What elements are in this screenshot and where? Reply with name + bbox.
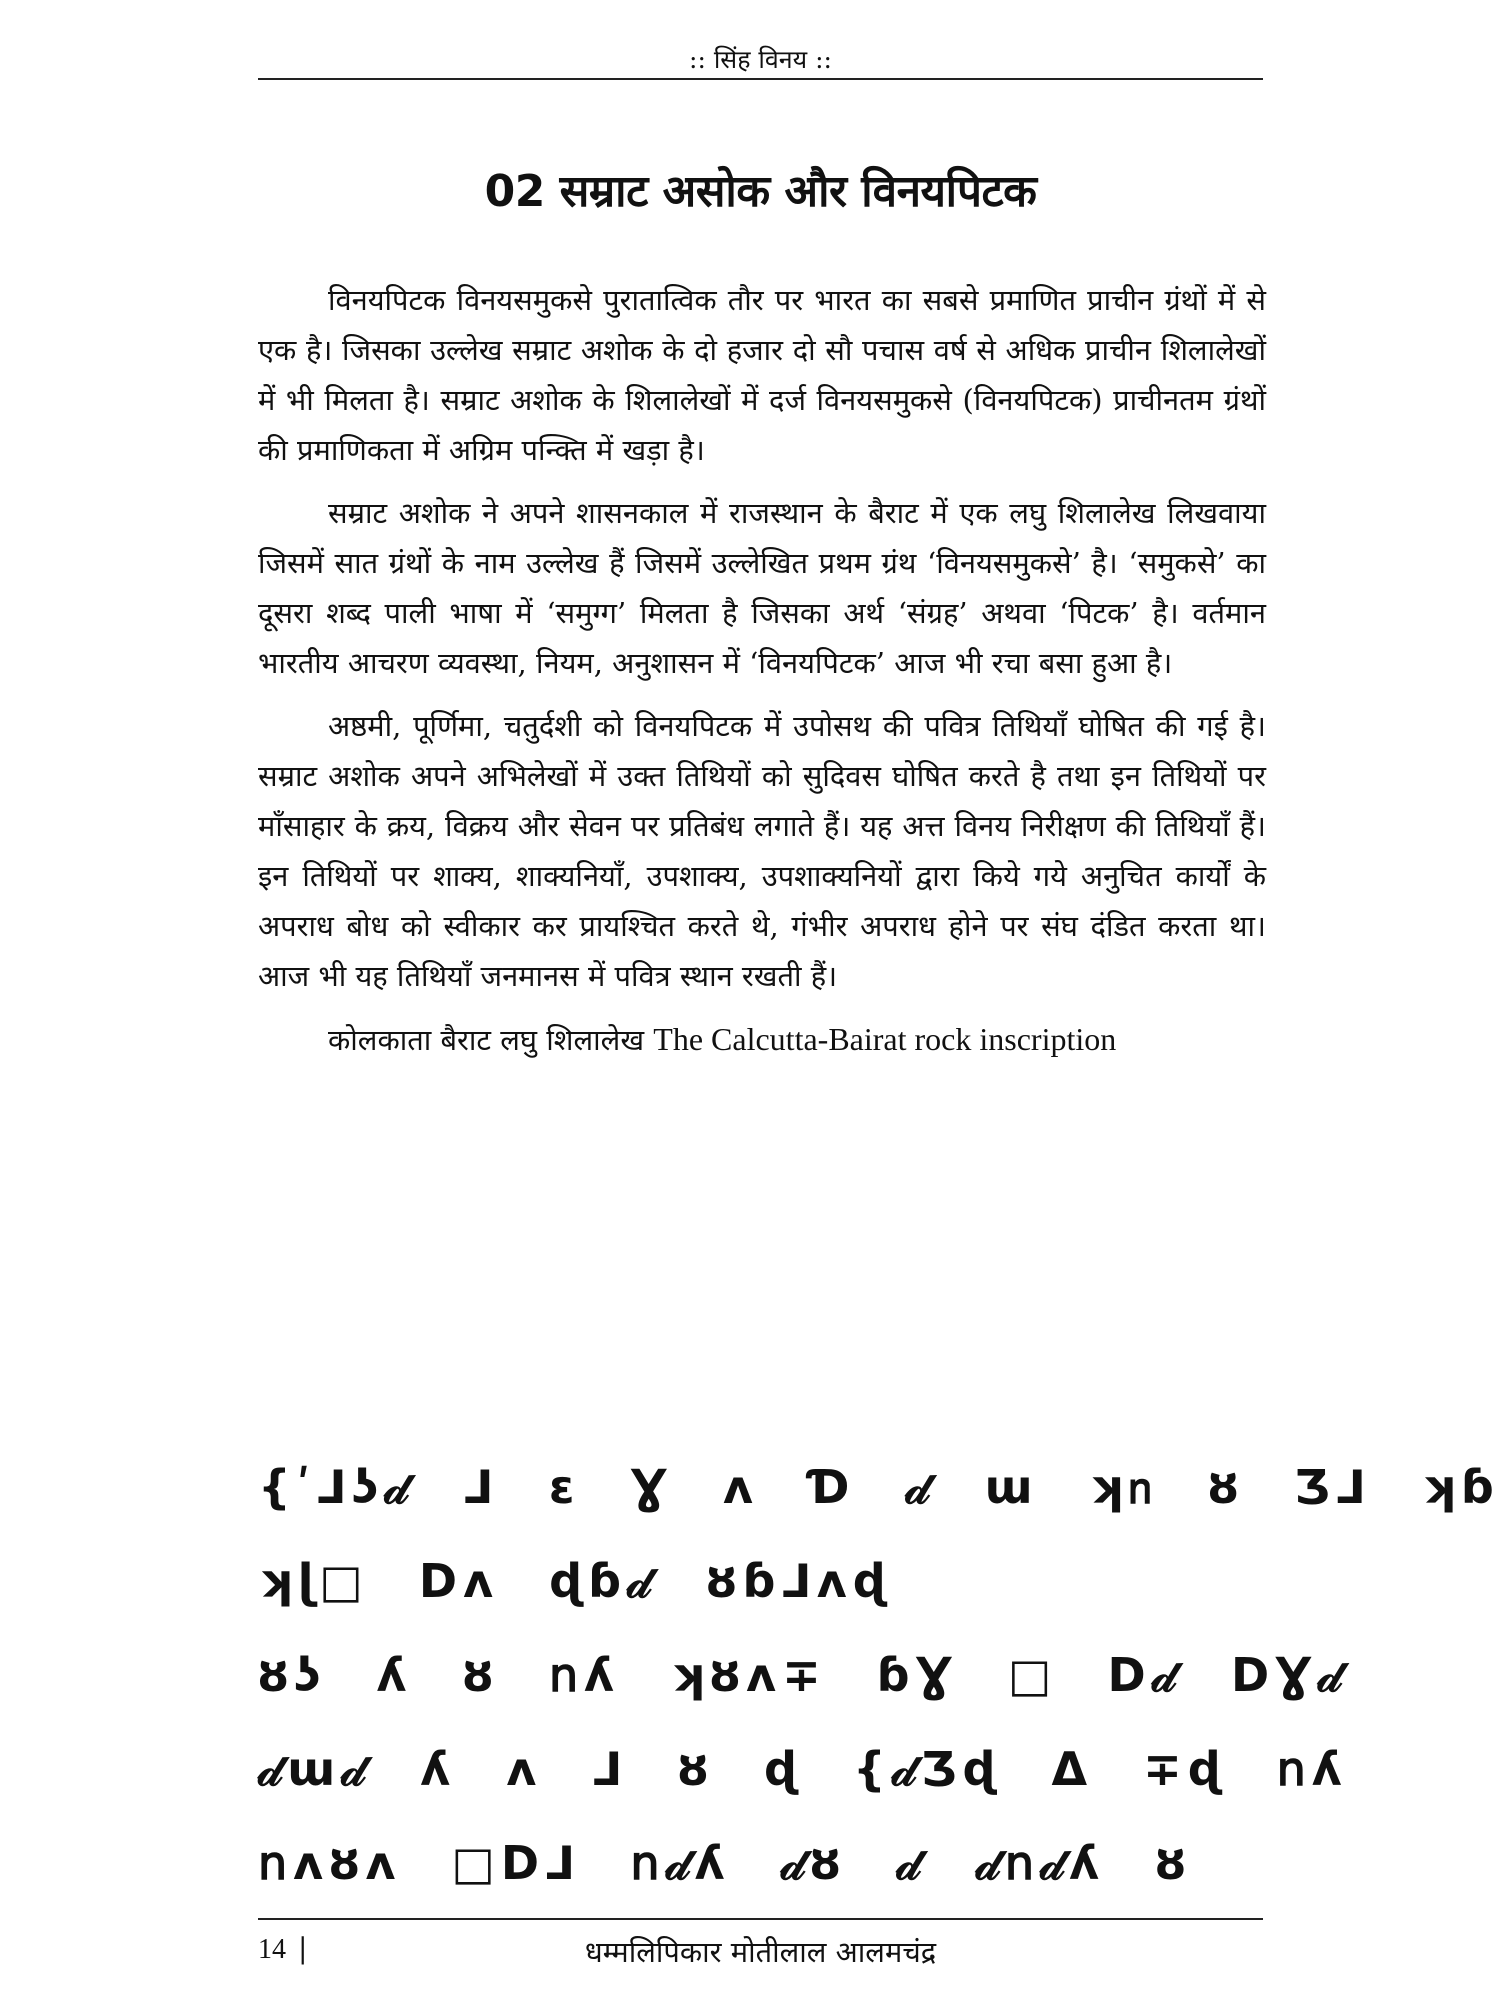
- caption-hindi: कोलकाता बैराट लघु शिलालेख: [328, 1023, 645, 1057]
- caption-english: The Calcutta-Bairat rock inscription: [653, 1021, 1117, 1057]
- footer-separator: |: [298, 1932, 308, 1965]
- inscription-line: 𝒹ɯ𝒹 ʎ ʌ ⅃ ȣ ɖ {𝒹Ʒɖ Δ ∓ɖ 𝗇ʎ: [258, 1742, 1348, 1796]
- chapter-title: 02 सम्राट असोक और विनयपिटक: [484, 166, 1037, 218]
- inscription-line: ȣʖ ʎ ȣ 𝗇ʎ ʞȣʌ∓ ɓƔ □ D𝒹 DƔ𝒹: [258, 1648, 1347, 1702]
- book-author: धम्मलिपिकार मोतीलाल आलमचंद्र: [584, 1935, 937, 1969]
- header-divider: [258, 78, 1263, 80]
- paragraph: विनयपिटक विनयसमुकसे पुरातात्विक तौर पर भारत का सबसे प्रमाणित प्राचीन ग्रंथों में से एक है। जिसका उल्लेख सम्राट अशोक के दो हजार दो सौ पचास वर्ष से अधिक प्राचीन शिलालेखों में भी मिलता है। सम्राट अशोक के शिलालेखों में दर्ज विनयसमुकसे (विनयपिटक) प्राचीनतम ग्रंथों की प्रमाणिकता में अग्रिम पन्क्ति में खड़ा है।: [258, 283, 1266, 467]
- paragraph: सम्राट अशोक ने अपने शासनकाल में राजस्थान के बैराट में एक लघु शिलालेख लिखवाया जिसमें सात ग्रंथों के नाम उल्लेख हैं जिसमें उल्लेखित प्रथम ग्रंथ ‘विनयसमुकसे’ है। ‘समुकसे’ का दूसरा शब्द पाली भाषा में ‘समुग्ग’ मिलता है जिसका अर्थ ‘संग्रह’ अथवा ‘पिटक’ है। वर्तमान भारतीय आचरण व्यवस्था, नियम, अनुशासन में ‘विनयपिटक’ आज भी रचा बसा हुआ है।: [258, 496, 1266, 680]
- paragraph: अष्ठमी, पूर्णिमा, चतुर्दशी को विनयपिटक में उपोसथ की पवित्र तिथियाँ घोषित की गई है। सम्राट अशोक अपने अभिलेखों में उक्त तिथियों को सुदिवस घोषित करते है तथा इन तिथियों पर माँसाहार के क्रय, विक्रय और सेवन पर प्रतिबंध लगाते हैं। यह अत्त विनय निरीक्षण की तिथियाँ हैं। इन तिथियों पर शाक्य, शाक्यनियाँ, उपशाक्य, उपशाक्यनियों द्वारा किये गये अनुचित कार्यों के अपराध बोध को स्वीकार कर प्रायश्चित करते थे, गंभीर अपराध होने पर संघ दंडित करता था। आज भी यह तिथियाँ जनमानस में पवित्र स्थान रखती हैं।: [258, 709, 1266, 993]
- running-title: :: सिंह विनय ::: [689, 45, 832, 74]
- running-header: [258, 38, 1263, 80]
- footer-divider: [258, 1918, 1263, 1920]
- body-text: [258, 275, 1266, 1078]
- page-footer: [258, 1918, 1263, 1978]
- inscription-caption: [258, 1014, 1266, 1065]
- inscription-line: 𝗇ʌȣʌ □D⅃ 𝗇𝒹ʎ 𝒹ȣ 𝒹 𝒹𝗇𝒹ʎ ȣ: [258, 1836, 1192, 1890]
- inscription-line: ʞɭ□ Dʌ ɖɓ𝒹 ȣɓ⅃ʌɖ: [258, 1554, 892, 1608]
- page-number: 14: [258, 1934, 286, 1965]
- inscription-line: {ʹ⅃ʖ𝒹 ⅃ ɛ Ɣ ʌ Ɗ 𝒹 ɯ ʞ𝗇 ȣ Ʒ⅃ ʞɓ: [258, 1460, 1500, 1514]
- brahmi-inscription: [258, 1440, 1500, 1910]
